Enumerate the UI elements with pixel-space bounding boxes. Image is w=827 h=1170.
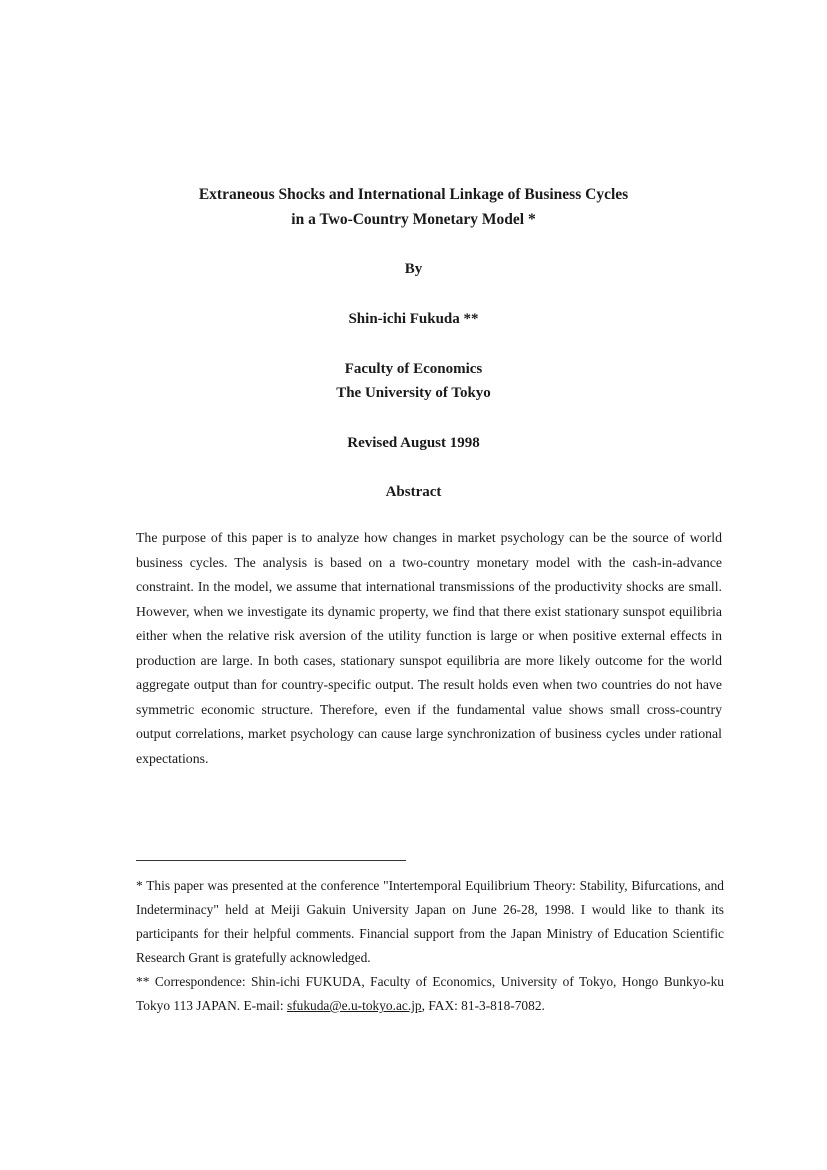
by-label: By [404,261,423,277]
affiliation-university: The University of Tokyo [336,385,491,401]
email-link[interactable]: sfukuda@e.u-tokyo.ac.jp [286,998,422,1013]
footnote-correspondence [136,970,724,1018]
footnote-divider [136,860,406,861]
footnotes [136,874,724,1018]
paper-title [0,182,827,232]
author-name: Shin-ichi Fukuda ** [348,311,479,327]
revision-date: Revised August 1998 [347,435,480,451]
correspondence-text: ** Correspondence: Shin-ichi FUKUDA, Faculty of Economics, University of Tokyo, Hongo Bunkyo-ku Tokyo 113 JAPAN. E-mail: [136,974,724,1013]
footnote-conference: * This paper was presented at the conference "Intertemporal Equilibrium Theory: Stability, Bifurcations, and Indeterminacy" held at Meiji Gakuin University Japan on June 26-28, 1998. I would like to thank its participants for their helpful comments. Financial support from the Japan Ministry of Education Scientific Research Grant is gratefully acknowledged. [136,878,724,965]
fax-text: , FAX: 81-3-818-7082. [421,998,545,1013]
affiliation-faculty: Faculty of Economics [344,361,483,377]
abstract-text: The purpose of this paper is to analyze how changes in market psychology can be the source of world business cycles. The analysis is based on a two-country monetary model with the cash-in-advance constraint. In the model, we assume that international transmissions of the productivity shocks are small. However, when we investigate its dynamic property, we find that there exist stationary sunspot equilibria either when the relative risk aversion of the utility function is large or when positive external effects in production are large. In both cases, stationary sunspot equilibria are more likely outcome for the world aggregate output than for country-specific output. The result holds even when two countries do not have symmetric economic structure. Therefore, even if the fundamental value shows small cross-country output correlations, market psychology can cause large synchronization of business cycles under rational expectations. [136,530,722,766]
title-line-2: in a Two-Country Monetary Model * [291,211,536,228]
title-line-1: Extraneous Shocks and International Linkage of Business Cycles [198,186,629,203]
abstract-heading: Abstract [385,484,442,500]
